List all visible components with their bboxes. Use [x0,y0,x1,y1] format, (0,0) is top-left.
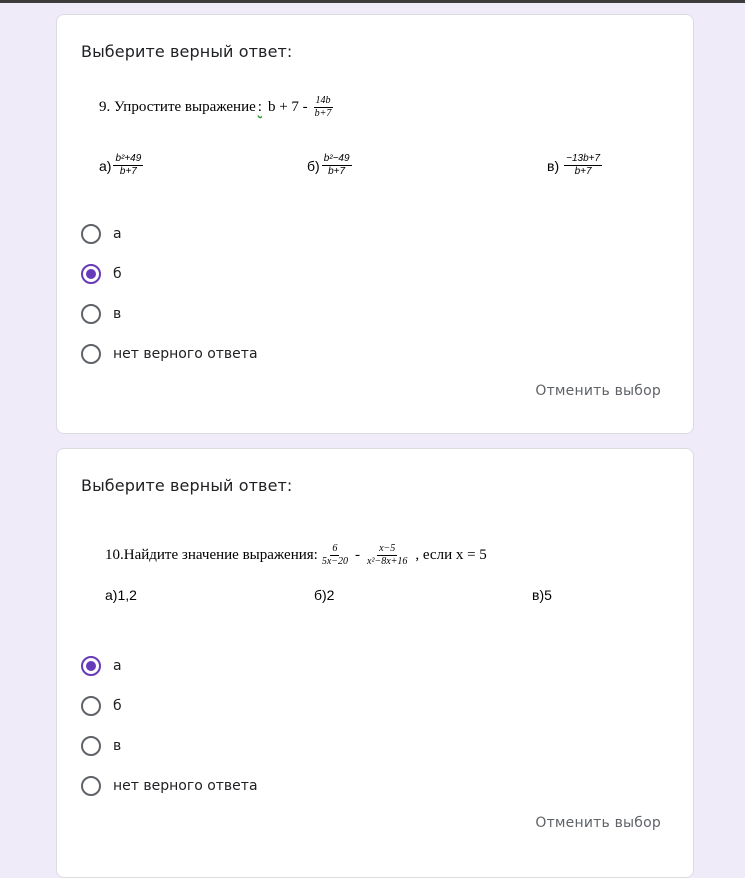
fraction-numerator: −13b+7 [566,153,601,164]
answer-c [532,587,552,603]
fraction-numerator: x−5 [379,543,396,554]
problem-statement [105,543,487,568]
problem-fraction-1 [320,543,350,568]
radio-button[interactable] [81,304,101,324]
radio-option-a[interactable] [81,654,122,678]
fraction-denominator: 5x−20 [321,556,349,567]
answer-fraction [564,153,602,178]
answer-c [547,153,604,178]
radio-option-none[interactable] [81,342,258,366]
fraction-numerator: b²−49 [323,153,350,164]
radio-option-none[interactable] [81,774,258,798]
answer-fraction [322,153,352,178]
problem-fraction-2 [365,543,409,568]
radio-button[interactable] [81,776,101,796]
radio-option-c[interactable] [81,734,121,758]
radio-option-b[interactable] [81,694,122,718]
answer-fraction [113,153,143,178]
answer-label: а) [99,157,112,174]
radio-button-selected[interactable] [81,264,101,284]
question-title: Выберите верный ответ: [81,42,293,61]
problem-fraction [313,95,334,120]
problem-colon: : [257,99,262,115]
question-card-9 [56,14,694,434]
answer-a [105,587,137,603]
answer-a [99,153,145,178]
radio-button[interactable] [81,736,101,756]
fraction-denominator: b+7 [314,108,332,119]
answer-label: б)2 [314,587,335,603]
top-border [0,0,745,3]
question-card-10 [56,448,694,878]
radio-button[interactable] [81,344,101,364]
radio-option-b[interactable] [81,262,122,286]
fraction-denominator: b+7 [119,166,137,177]
problem-expression: b + 7 - [267,99,308,115]
answer-label: в)5 [532,587,552,603]
fraction-denominator: x²−8x+16 [367,556,408,567]
clear-selection-button[interactable]: Отменить выбор [535,383,661,399]
answer-b [307,153,354,178]
radio-label: нет верного ответа [113,346,258,362]
problem-text: 9. Упростите выражение [99,99,256,115]
question-image [99,95,335,120]
minus-sign: - [355,547,361,563]
radio-option-c[interactable] [81,302,121,326]
radio-button[interactable] [81,696,101,716]
answer-b [314,587,334,603]
radio-option-a[interactable] [81,222,122,246]
problem-text: 10.Найдите значение выражения: [105,547,318,563]
radio-label: нет верного ответа [113,778,258,794]
fraction-numerator: 14b [315,95,331,106]
fraction-numerator: b²+49 [115,153,142,164]
fraction-numerator: 6 [332,543,338,554]
fraction-denominator: b+7 [574,166,592,177]
problem-statement [99,95,335,120]
radio-label: в [113,738,122,754]
radio-label: б [113,266,122,282]
fraction-denominator: b+7 [328,166,346,177]
radio-label: а [113,226,122,242]
clear-selection-button[interactable]: Отменить выбор [535,815,661,831]
question-title: Выберите верный ответ: [81,476,293,495]
radio-label: в [113,306,122,322]
answer-label: в) [547,157,560,174]
answer-label: а)1,2 [105,587,137,603]
radio-label: б [113,698,122,714]
radio-label: а [113,658,122,674]
question-image [105,543,487,568]
radio-button[interactable] [81,224,101,244]
radio-button-selected[interactable] [81,656,101,676]
answer-label: б) [307,157,320,174]
problem-condition: , если x = 5 [415,547,487,563]
